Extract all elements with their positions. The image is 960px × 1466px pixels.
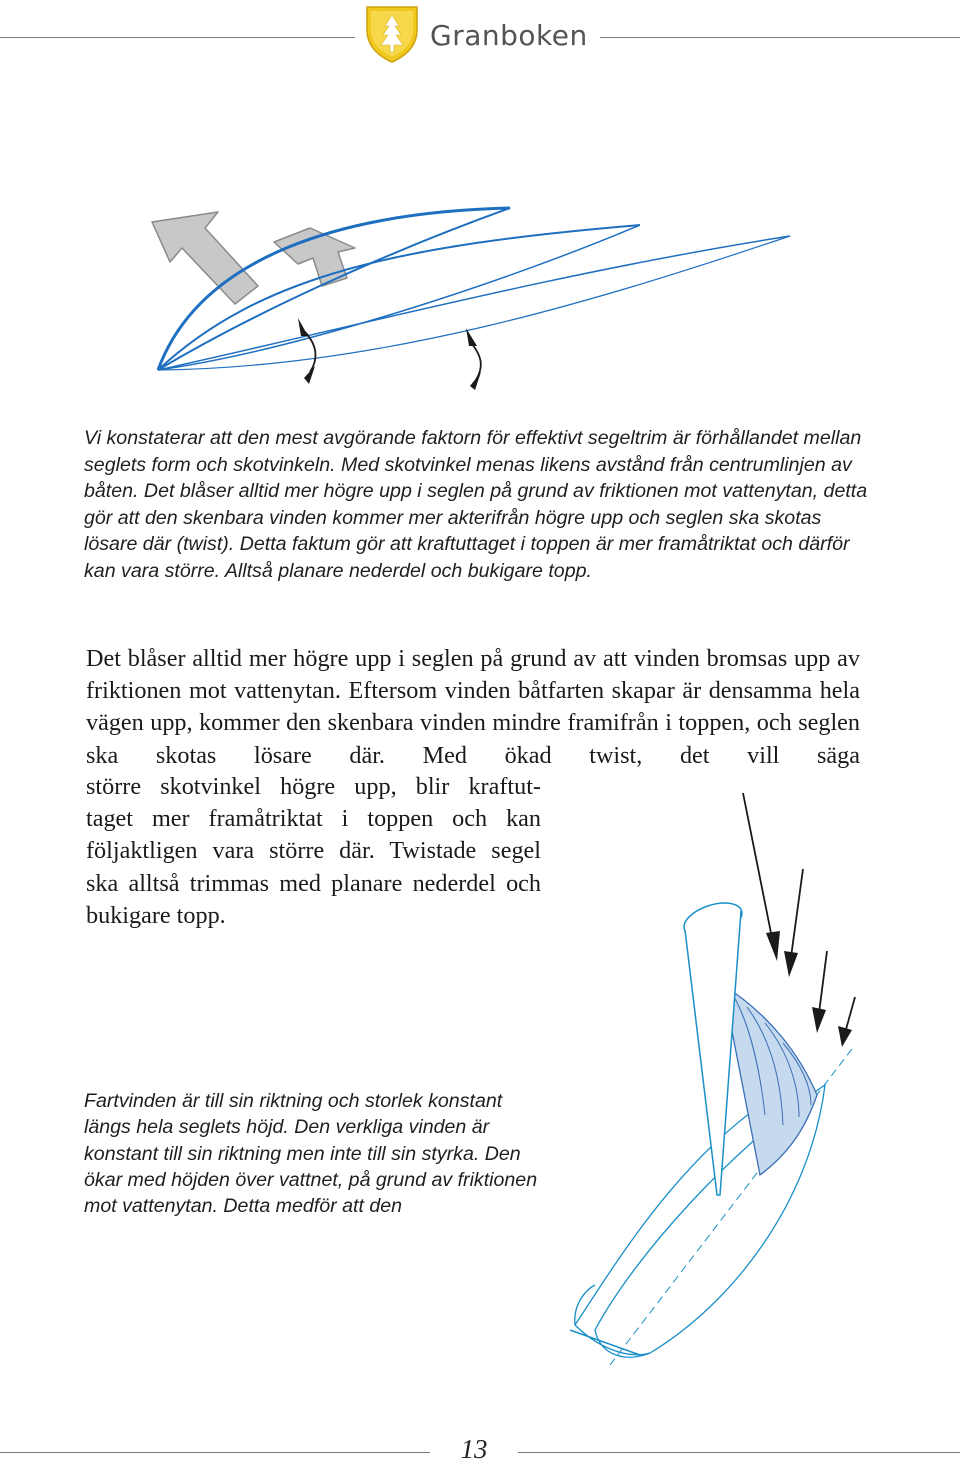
caption-top: Vi konstaterar att den mest avgörande faktorn för effektivt segeltrim är förhållandet mellan seglets form och skotvinkeln. Med skotvinkel menas likens avstånd från centrumlinjen av båten. Det blåser alltid mer högre upp i seglen på grund av friktionen mot vattenytan, detta gör att den skenbara vinden kommer mer akterifrån högre upp och seglen ska skotas lösare där (twist). Detta faktum gör att kraftuttaget i toppen är mer framåtriktat och därför kan vara större. Alltså planare nederdel och bukigare topp. [84,427,868,582]
trim-angle-arrow-icon [466,328,481,390]
wind-arrow-icon [838,997,855,1047]
twisted-sail-icon [723,985,817,1175]
wind-arrow-icon [743,793,780,961]
page-number: 13 [460,1434,488,1464]
shield-tree-icon [364,4,420,64]
trim-angle-arrow-icon [298,318,315,384]
header-rule-right [600,37,960,38]
sail-profile-figure [140,200,800,400]
wind-arrow-icon [784,869,803,977]
boat-twist-figure [555,785,875,1385]
body-line: ska alltså trimmas med planare nederdel och [86,869,541,897]
force-arrow-icon [152,212,258,304]
body-line: följaktligen vara större där. Twistade segel [86,837,541,865]
footer-rule-left [0,1452,430,1453]
body-line: taget mer framåtriktat i toppen och kan [86,805,541,833]
wind-arrow-icon [812,951,827,1033]
body-paragraph: Det blåser alltid mer högre upp i seglen på grund av att vinden bromsas upp av friktionen mot vattenytan. Eftersom vinden båtfarten skapar är densamma hela vägen upp, kommer den skenbara vinden mindre framifrån i toppen, och seglen ska skotas lösare där. Med ökad twist, det vill säga [86,645,860,769]
footer-rule-right [518,1452,960,1453]
brand-name: Granboken [430,19,588,52]
body-paragraph-continued [86,771,541,932]
body-line: större skotvinkel högre upp, blir kraftut- [86,773,541,800]
brand-logo [364,4,596,64]
body-line: bukigare topp. [86,901,226,929]
header-rule-left [0,37,355,38]
caption-bottom: Fartvinden är till sin riktning och storlek konstant längs hela seglets höjd. Den verkliga vinden är konstant till sin riktning men inte till sin styrka. Den ökar med höjden över vattnet, på grund av friktionen mot vattenytan. Detta medför att den [84,1090,538,1218]
